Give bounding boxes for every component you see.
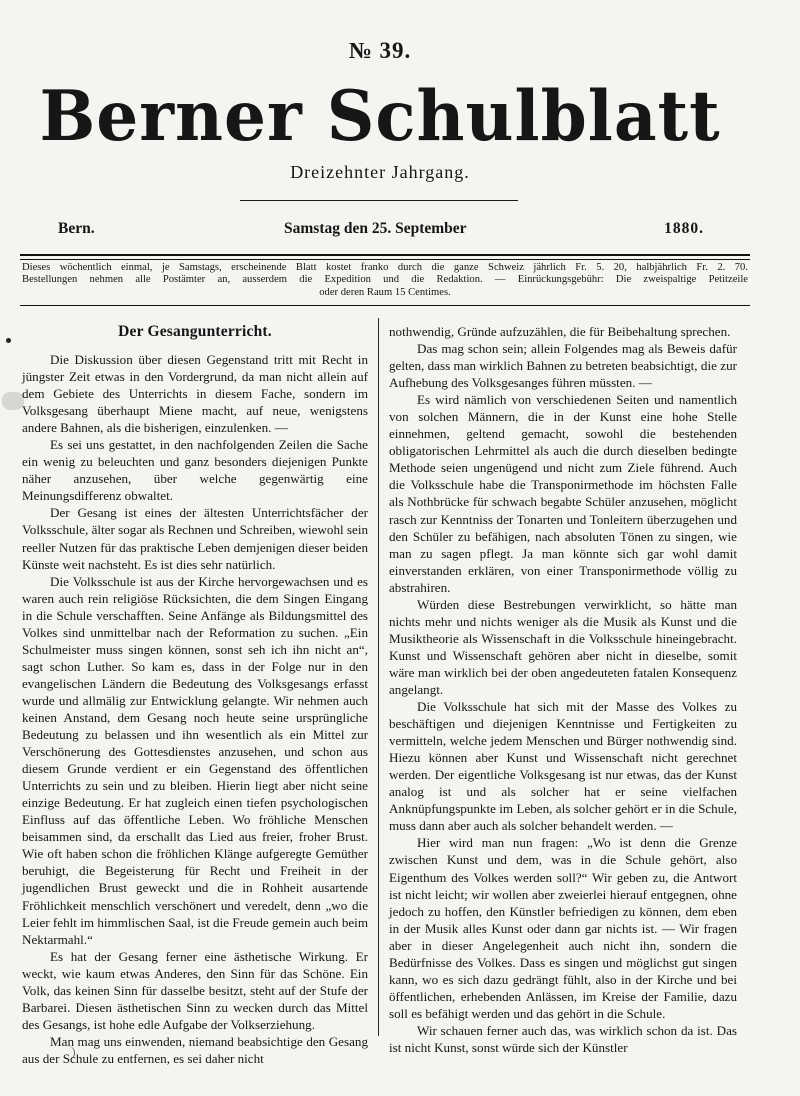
header-divider (240, 200, 518, 201)
masthead-title: Berner Schulblatt (39, 75, 721, 157)
paragraph: Die Volksschule ist aus der Kirche hervorgewachsen und es waren auch rein religiöse Rücksichten, die dem Singen Eingang in die Schule verschafften. Seine Anfänge als Bildungsmittel des Volkes sind unmittelbar nach der Reformation zu suchen. „Ein Schulmeister muss singen können, sonst seh ich ihn nicht an“, sagt schon Luther. So kam es, dass in der Folge nur in den evangelischen Ländern die Bedeutung des Volksgesangs erfasst wurde und allmälig zur Entwicklung gelangte. Wir nehmen auch keinen Anstand, dem Gesang noch heute seine ursprüngliche Bedeutung zu belassen und ihn wesentlich als ein Mittel zur Verschönerung des Gottesdienstes anzusehen, und schon aus diesem Grunde verdient er ein Gegenstand des öffentlichen Unterrichts zu sein und zu bleiben. Hierin liegt aber nicht seine einzige Bedeutung. Er hat zugleich einen tiefen psychologischen Einfluss auf das öffentliche Leben. Wo fröhliche Menschen beisammen sind, da erschallt das Lied aus freier, froher Brust. Wie oft haben schon die fröhlichen Klänge aufgeregte Gemüther beruhigt, die Begeisterung für Recht und Freiheit in der jugendlichen Brust geweckt und die in Rohheit ausartende Fröhlichkeit menschlich verschönert und veredelt, denn „wo die Leier fehlt im himmlischen Saal, ist die Freude gemein auch beim Nektarmahl.“ (22, 573, 368, 947)
volume-subtitle: Dreizehnter Jahrgang. (290, 162, 470, 182)
paragraph: Der Gesang ist eines der ältesten Unterrichtsfächer der Volksschule, älter sogar als Rechnen und Schreiben, wiewohl sein reeller Nutzen für das praktische Leben demjenigen dieser beiden Künste weit nachsteht. Es ist dies sehr natürlich. (22, 505, 368, 572)
paragraph: Die Diskussion über diesen Gegenstand tritt mit Recht in jüngster Zeit etwas in den Vordergrund, da man nicht allein auf dem Gebiete des Unterrichts in diesem Fache, sondern im Volksgesang überhaupt Miene macht, auf neue, wenigstens andere Bahnen, als die bisherigen, einzulenken. — (22, 352, 368, 436)
paragraph: Würden diese Bestrebungen verwirklicht, so hätte man nichts mehr und nichts weniger als die Musik als Kunst und die Musiktheorie als Wissenschaft in die Volksschule hineingebracht. Kunst und Wissenschaft gehören aber nicht in dieselbe, somit wäre man wirklich bei der oben angedeuteten fatalen Konsequenz angelangt. (389, 596, 737, 697)
notice-line: Dieses wöchentlich einmal, je Samstags, erscheinende Blatt kostet franko durch die ganze Schweiz jährlich Fr. 5. 20, halbjährlich Fr. 2. 70. (22, 262, 748, 273)
issue-number: № 39. (348, 38, 412, 63)
publication-year: 1880. (664, 220, 704, 237)
paper-smudge (2, 392, 24, 410)
paragraph-continuation: nothwendig, Gründe aufzuzählen, die für Beibehaltung sprechen. (389, 324, 731, 339)
notice-line: Bestellungen nehmen alle Postämter an, ausserdem die Expedition und die Redaktion. — Einrückungsgebühr: Die zweispaltige Petitzeile (22, 274, 748, 286)
left-column (22, 322, 368, 1067)
paragraph: Hier wird man nun fragen: „Wo ist denn die Grenze zwischen Kunst und dem, was in die Schule gehört, also Eigenthum des Volkes werden soll?“ Wir geben zu, die Antwort ist nicht leicht; wir wollen aber zweierlei hierauf entgegnen, ohne jedoch zu hoffen, den Künstler befriedigen zu können, dem eben in der Musik alles Kunst oder dann gar nichts ist. — Wir fragen aber in dieser Angelegenheit auch nicht ihn, sondern die Bedürfnisse des Volkes. Dass es singen und möglichst gut singen kann, wo es sich dazu gedrängt fühlt, also in der Kirche und bei öffentlichen, erhebenden Anlässen, im Kreise der Familie, dazu soll es befähigt werden und das gehört in die Schule. (389, 835, 737, 1021)
paragraph: Wir schauen ferner auch das, was wirklich schon da ist. Das ist nicht Kunst, sonst würde sich der Künstler (389, 1022, 737, 1055)
paragraph: Es hat der Gesang ferner eine ästhetische Wirkung. Er weckt, wie kaum etwas Anderes, den Sinn für das Schöne. Ein Volk, das keinen Sinn für dasselbe besitzt, steht auf der Stufe der Barbarei. Diesen ästhetischen Sinn zu wecken durch das Mittel des Gesangs, ist hohe edle Aufgabe der Volkserziehung. (22, 948, 368, 1032)
paragraph: Das mag schon sein; allein Folgendes mag als Beweis dafür gelten, dass man wirklich Bahnen zu betreten beabsichtigt, die zur Aufhebung des Volksgesanges führen müssten. — (389, 341, 737, 391)
article-title: Der Gesangunterricht. (118, 323, 272, 340)
publication-date: Samstag den 25. September (284, 220, 467, 237)
column-divider (378, 318, 379, 1036)
ink-speck (6, 338, 11, 343)
notice-line: oder deren Raum 15 Centimes. (319, 286, 451, 298)
paragraph: Man mag uns einwenden, niemand beabsichtige den Gesang aus der Schule zu entfernen, es sei daher nicht (22, 1033, 368, 1066)
subscription-notice (22, 262, 748, 299)
paragraph: Die Volksschule hat sich mit der Masse des Volkes zu beschäftigen und diejenigen Kenntnisse und Fertigkeiten zu vermitteln, welche jedem Menschen und Bürger nothwendig sind. Hiezu können aber Kunst und Wissenschaft nicht gerechnet werden. Der eigentliche Volksgesang ist nur etwas, das der Kunst analog ist und als solcher hat er seine vielfachen Anknüpfungspunkte im Leben, als solcher gehört er in die Schule, muss dann aber auch als solcher behandelt werden. — (389, 699, 737, 834)
double-rule (20, 254, 750, 260)
notice-rule (20, 305, 750, 306)
paragraph: Es wird nämlich von verschiedenen Seiten und namentlich von solchen Männern, die in der Kunst eine hohe Stelle einnehmen, geltend gemacht, sowohl die bestehenden obligatorischen Lehrmittel als auch die durch dieselben bedingte Methode seien ungenügend und nicht zum Ziele führend. Auch die Volksschule habe die Transponirmethode im höchsten Falle als Nothbrücke für schwach begabte Schüler anzusehen, möglicht rasch zur Kenntniss der Tonarten und Tonleitern überzugehen und den Schüler zu befähigen, nach absoluten Tönen zu singen, wie man zu sagen pflegt. Ja man könnte sich gar wohl damit einverstanden erklären, von einer Transponirmethode völlig zu abstrahiren. (389, 392, 737, 595)
publication-place: Bern. (58, 220, 95, 237)
dateline (58, 220, 708, 242)
paragraph: Es sei uns gestattet, in den nachfolgenden Zeilen die Sache ein wenig zu beleuchten und ganz besonders diejenigen Punkte näher anzusehen, über welche gegenwärtig eine Meinungsdifferenz obwaltet. (22, 437, 368, 504)
right-column (389, 323, 737, 1056)
